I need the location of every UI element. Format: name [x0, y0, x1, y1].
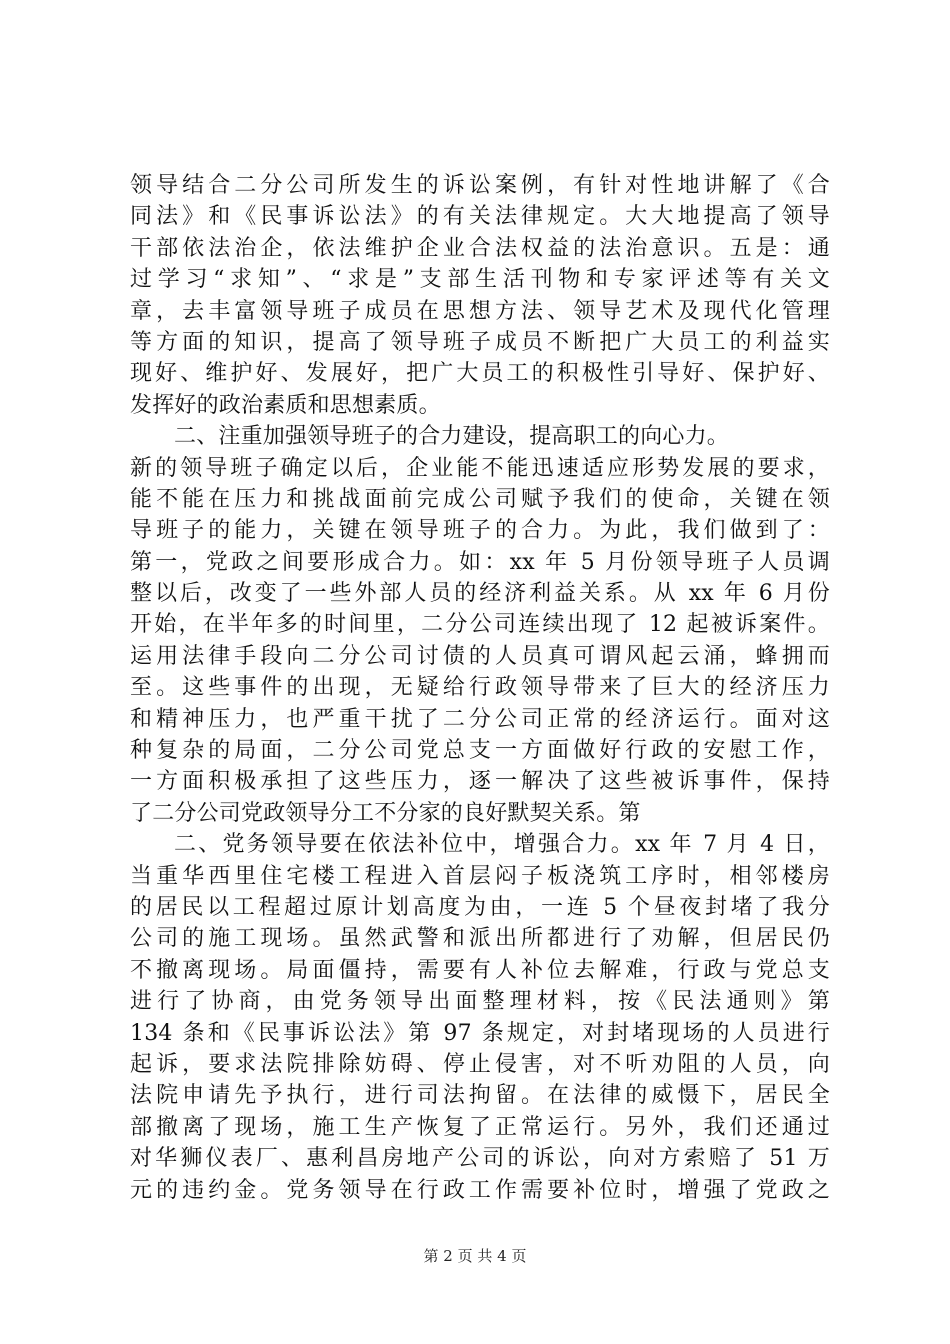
text-line: 干部依法治企，依法维护企业合法权益的法治意识。五是：通 [130, 235, 830, 261]
text-line: 部撤离了现场，施工生产恢复了正常运行。另外，我们还通过 [130, 1114, 830, 1140]
text-line: 运用法律手段向二分公司讨债的人员真可谓风起云涌，蜂拥而 [130, 643, 830, 669]
text-line: 一方面积极承担了这些压力，逐一解决了这些被诉事件，保持 [130, 769, 830, 795]
text-line: 第一，党政之间要形成合力。如：xx 年 5 月份领导班子人员调 [130, 549, 830, 575]
text-line: 同法》和《民事诉讼法》的有关法律规定。大大地提高了领导 [130, 204, 830, 230]
text-line: 不撤离现场。局面僵持，需要有人补位去解难，行政与党总支 [130, 957, 830, 983]
text-line: 开始，在半年多的时间里，二分公司连续出现了 12 起被诉案件。 [130, 612, 830, 638]
text-line: 过学习“求知”、“求是”支部生活刊物和专家评述等有关文 [130, 267, 830, 293]
section-heading-line: 二、注重加强领导班子的合力建设，提高职工的向心力。 [174, 424, 730, 450]
text-line: 领导结合二分公司所发生的诉讼案例，有针对性地讲解了《合 [130, 173, 830, 198]
text-line: 种复杂的局面，二分公司党总支一方面做好行政的安慰工作， [130, 738, 830, 764]
section-heading-line: 二、党务领导要在依法补位中，增强合力。xx 年 7 月 4 日， [174, 832, 830, 858]
text-line: 和精神压力，也严重干扰了二分公司正常的经济运行。面对这 [130, 706, 830, 732]
text-line: 当重华西里住宅楼工程进入首层闷子板浇筑工序时，相邻楼房 [130, 863, 830, 889]
text-line: 导班子的能力，关键在领导班子的合力。为此，我们做到了： [130, 518, 830, 544]
page-number-footer: 第 2 页 共 4 页 [423, 1247, 527, 1265]
text-line: 法院申请先予执行，进行司法拘留。在法律的威慑下，居民全 [130, 1083, 830, 1109]
text-line: 章，去丰富领导班子成员在思想方法、领导艺术及现代化管理 [130, 298, 830, 324]
text-line: 起诉，要求法院排除妨碍、停止侵害，对不听劝阻的人员，向 [130, 1051, 830, 1077]
text-line: 整以后，改变了一些外部人员的经济利益关系。从 xx 年 6 月份 [130, 581, 830, 607]
text-line: 现好、维护好、发展好，把广大员工的积极性引导好、保护好、 [130, 361, 830, 387]
text-line: 了二分公司党政领导分工不分家的良好默契关系。第 [130, 800, 641, 826]
document-body [130, 170, 830, 1206]
text-line: 至。这些事件的出现，无疑给行政领导带来了巨大的经济压力 [130, 675, 830, 701]
text-line: 发挥好的政治素质和思想素质。 [130, 392, 441, 418]
text-line: 进行了协商，由党务领导出面整理材料，按《民法通则》第 [130, 989, 830, 1015]
text-line: 能不能在压力和挑战面前完成公司赋予我们的使命，关键在领 [130, 486, 830, 512]
text-line: 对华狮仪表厂、惠利昌房地产公司的诉讼，向对方索赔了 51 万 [130, 1146, 830, 1172]
text-line: 公司的施工现场。虽然武警和派出所都进行了劝解，但居民仍 [130, 926, 830, 952]
text-line: 的居民以工程超过原计划高度为由，一连 5 个昼夜封堵了我分 [130, 894, 830, 920]
text-line: 134 条和《民事诉讼法》第 97 条规定，对封堵现场的人员进行 [130, 1020, 830, 1046]
text-line: 元的违约金。党务领导在行政工作需要补位时，增强了党政之 [130, 1177, 830, 1203]
text-line: 等方面的知识，提高了领导班子成员不断把广大员工的利益实 [130, 329, 830, 355]
text-line: 新的领导班子确定以后，企业能不能迅速适应形势发展的要求， [130, 455, 830, 481]
